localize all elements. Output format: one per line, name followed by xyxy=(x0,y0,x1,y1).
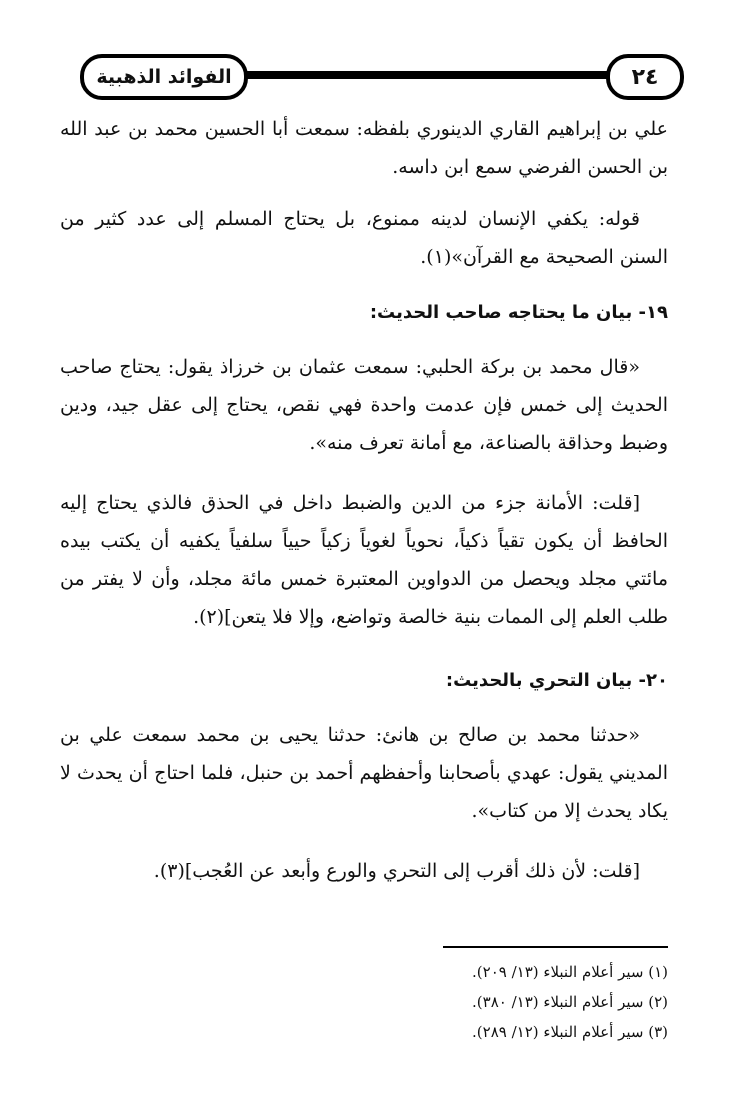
book-title: الفوائد الذهبية xyxy=(80,54,248,100)
section-heading-19: ١٩- بيان ما يحتاجه صاحب الحديث: xyxy=(369,302,668,323)
section-heading-20: ٢٠- بيان التحري بالحديث: xyxy=(445,670,668,691)
paragraph-6: [قلت: لأن ذلك أقرب إلى التحري والورع وأبعد عن العُجب](٣). xyxy=(153,860,640,882)
footnote-2: (٢) سير أعلام النبلاء (١٣/ ٣٨٠). xyxy=(472,993,668,1011)
header-rule xyxy=(200,71,624,79)
footnote-1: (١) سير أعلام النبلاء (١٣/ ٢٠٩). xyxy=(472,963,668,981)
page-number: ٢٤ xyxy=(606,54,684,100)
page-header xyxy=(80,52,684,98)
paragraph-2: قوله: يكفي الإنسان لدينه ممنوع، بل يحتاج المسلم إلى عدد كثير من السنن الصحيحة مع القرآن»(١). xyxy=(60,208,668,268)
footnote-rule xyxy=(443,946,668,948)
footnote-3: (٣) سير أعلام النبلاء (١٢/ ٢٨٩). xyxy=(472,1023,668,1041)
paragraph-1: علي بن إبراهيم القاري الدينوري بلفظه: سمعت أبا الحسين محمد بن عبد الله بن الحسن الفرضي سمع ابن داسه. xyxy=(60,118,668,178)
paragraph-5: «حدثنا محمد بن صالح بن هانئ: حدثنا يحيى بن محمد سمعت علي بن المديني يقول: عهدي بأصحابنا وأحفظهم أحمد بن حنبل، فلما احتاج أن يحدث لا يكاد يحدث إلا من كتاب». xyxy=(60,724,668,822)
paragraph-4: [قلت: الأمانة جزء من الدين والضبط داخل في الحذق فالذي يحتاج إليه الحافظ أن يكون تقياً ذكياً، نحوياً لغوياً زكياً حيياً سلفياً يكفيه أن يكتب بيده مائتي مجلد ويحصل من الدواوين المعتبرة خمس مائة مجلد، وأن لا يفتر من طلب العلم إلى الممات بنية خالصة وتواضع، وإلا فلا يتعن](٢). xyxy=(60,492,668,628)
paragraph-3: «قال محمد بن بركة الحلبي: سمعت عثمان بن خرزاذ يقول: يحتاج صاحب الحديث إلى خمس فإن عدمت واحدة فهي نقص، يحتاج إلى عقل جيد، ودين وضبط وحذاقة بالصناعة، مع أمانة تعرف منه». xyxy=(60,356,668,454)
